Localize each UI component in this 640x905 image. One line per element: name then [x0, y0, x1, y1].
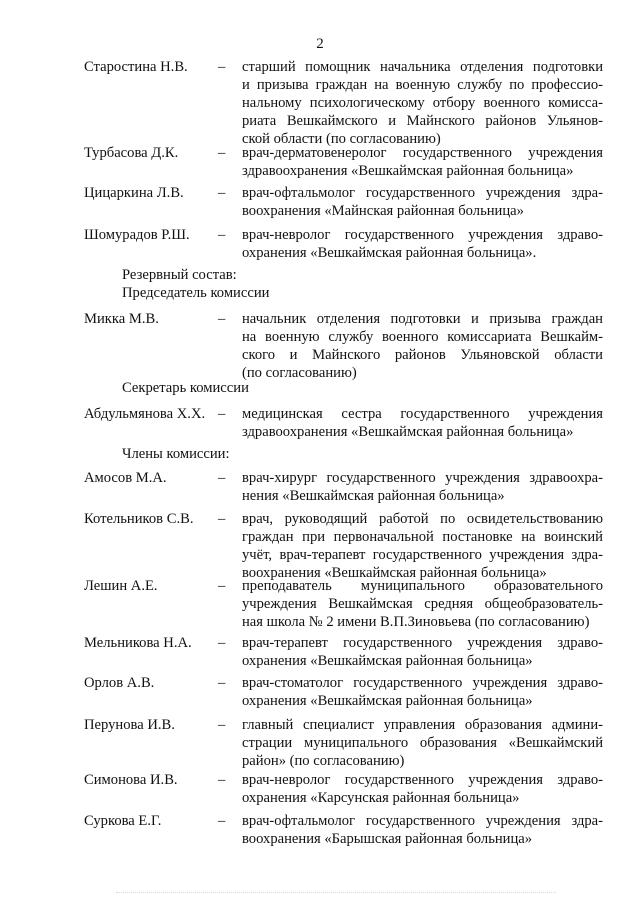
- position-line: учёт, врач-терапевт государственного учреждения здра-: [242, 547, 603, 563]
- members-heading: Члены комиссии:: [122, 446, 230, 462]
- position-line: врач, руководящий работой по освидетельствованию: [242, 511, 603, 527]
- member-name: Суркова Е.Г.: [84, 813, 162, 829]
- position-line: старший помощник начальника отделения подготовки: [242, 59, 603, 75]
- member-position: [242, 184, 603, 220]
- dash-separator: –: [218, 813, 226, 829]
- dash-separator: –: [218, 185, 226, 201]
- position-line: район» (по согласованию): [242, 753, 405, 769]
- dash-separator: –: [218, 772, 226, 788]
- member-name: Шомурадов Р.Ш.: [84, 227, 190, 243]
- member-name: Котельников С.В.: [84, 511, 194, 527]
- scan-artifact-line: [116, 892, 556, 893]
- member-name: Старостина Н.В.: [84, 59, 188, 75]
- dash-separator: –: [218, 227, 226, 243]
- dash-separator: –: [218, 145, 226, 161]
- member-position: [242, 510, 603, 582]
- position-line: нения «Вешкаймская районная больница»: [242, 488, 505, 504]
- position-line: главный специалист управления образования админи-: [242, 717, 603, 733]
- member-name: Цицаркина Л.В.: [84, 185, 184, 201]
- position-line: охранения «Карсунская районная больница»: [242, 790, 520, 806]
- dash-separator: –: [218, 406, 226, 422]
- member-position: [242, 716, 603, 770]
- member-name: Турбасова Д.К.: [84, 145, 179, 161]
- member-position: [242, 58, 603, 148]
- position-line: охранения «Вешкаймская районная больница»: [242, 653, 533, 669]
- position-line: нальному психологическому отбору военного комисса-: [242, 95, 603, 111]
- position-line: врач-дерматовенеролог государственного учреждения: [242, 145, 603, 161]
- member-name: Орлов А.В.: [84, 675, 155, 691]
- member-position: [242, 577, 603, 631]
- position-line: охранения «Вешкаймская районная больница»: [242, 693, 533, 709]
- position-line: медицинская сестра государственного учреждения: [242, 406, 603, 422]
- position-line: (по согласованию): [242, 365, 357, 381]
- chairman-heading: Председатель комиссии: [122, 285, 270, 301]
- position-line: начальник отделения подготовки и призыва граждан: [242, 311, 603, 327]
- member-position: [242, 144, 603, 180]
- dash-separator: –: [218, 470, 226, 486]
- dash-separator: –: [218, 635, 226, 651]
- position-line: учреждения Вешкаймская средняя общеобразователь-: [242, 596, 603, 612]
- member-position: [242, 634, 603, 670]
- member-name: Лешин А.Е.: [84, 578, 158, 594]
- member-name: Абдульмянова Х.Х.: [84, 406, 206, 422]
- reserve-heading: Резервный состав:: [122, 267, 237, 283]
- member-name: Перунова И.В.: [84, 717, 175, 733]
- position-line: врач-невролог государственного учреждения здраво-: [242, 772, 603, 788]
- secretary-heading: Секретарь комиссии: [122, 380, 249, 396]
- member-position: [242, 310, 603, 382]
- dash-separator: –: [218, 59, 226, 75]
- member-name: Симонова И.В.: [84, 772, 178, 788]
- member-name: Микка М.В.: [84, 311, 159, 327]
- member-position: [242, 405, 603, 441]
- position-line: охранения «Вешкаймская районная больница».: [242, 245, 537, 261]
- dash-separator: –: [218, 511, 226, 527]
- member-name: Мельникова Н.А.: [84, 635, 192, 651]
- position-line: воохранения «Барышская районная больница»: [242, 831, 533, 847]
- dash-separator: –: [218, 311, 226, 327]
- member-position: [242, 771, 603, 807]
- position-line: врач-невролог государственного учреждения здраво-: [242, 227, 603, 243]
- position-line: ная школа № 2 имени В.П.Зиновьева (по согласованию): [242, 614, 590, 630]
- position-line: и призыва граждан на военную службу по профессио-: [242, 77, 603, 93]
- member-position: [242, 226, 603, 262]
- position-line: врач-терапевт государственного учреждения здраво-: [242, 635, 603, 651]
- dash-separator: –: [218, 578, 226, 594]
- position-line: врач-хирург государственного учреждения здравоохра-: [242, 470, 603, 486]
- position-line: на военную службу военного комиссариата Вешкайм-: [242, 329, 603, 345]
- dash-separator: –: [218, 717, 226, 733]
- position-line: страции муниципального образования «Вешкаймский: [242, 735, 603, 751]
- member-name: Амосов М.А.: [84, 470, 167, 486]
- position-line: граждан при первоначальной постановке на воинский: [242, 529, 603, 545]
- position-line: риата Вешкаймского и Майнского районов Ульянов-: [242, 113, 603, 129]
- position-line: ского и Майнского районов Ульяновской области: [242, 347, 603, 363]
- member-position: [242, 469, 603, 505]
- position-line: воохранения «Вешкаймская районная больница»: [242, 565, 547, 581]
- position-line: здравоохранения «Вешкаймская районная больница»: [242, 163, 574, 179]
- position-line: врач-стоматолог государственного учреждения здраво-: [242, 675, 603, 691]
- position-line: преподаватель муниципального образовательного: [242, 578, 603, 594]
- dash-separator: –: [218, 675, 226, 691]
- page-number: 2: [316, 36, 324, 52]
- position-line: врач-офтальмолог государственного учреждения здра-: [242, 813, 603, 829]
- position-line: здравоохранения «Вешкаймская районная больница»: [242, 424, 574, 440]
- position-line: врач-офтальмолог государственного учреждения здра-: [242, 185, 603, 201]
- position-line: ской области (по согласованию): [242, 131, 441, 147]
- member-position: [242, 674, 603, 710]
- position-line: воохранения «Майнская районная больница»: [242, 203, 524, 219]
- member-position: [242, 812, 603, 848]
